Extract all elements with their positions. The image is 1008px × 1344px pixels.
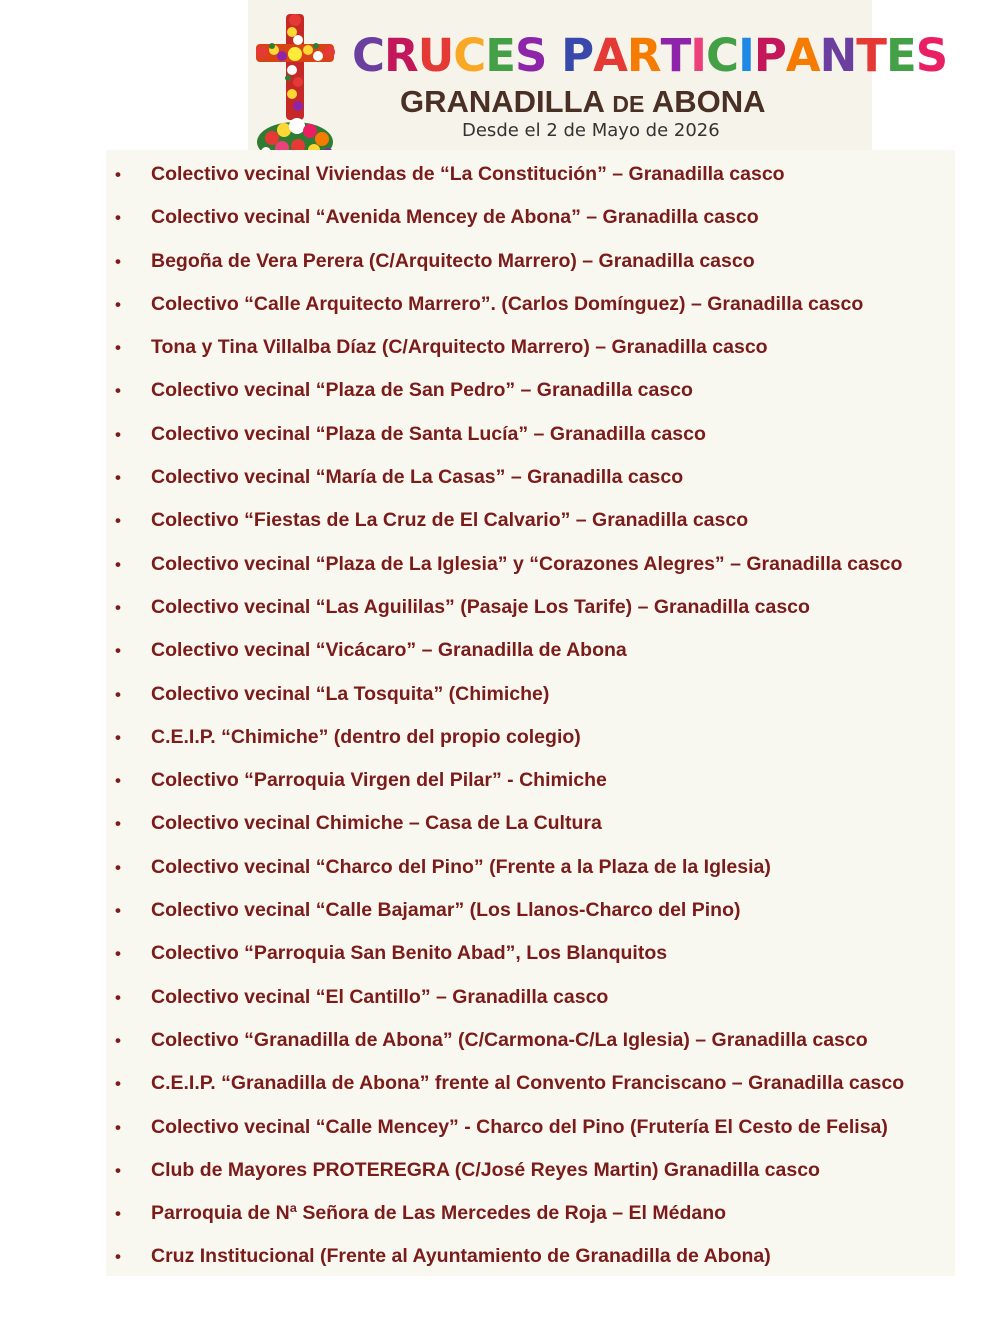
- list-item: [106, 976, 996, 1019]
- list-item-text: Colectivo vecinal “María de La Casas” – Granadilla casco: [151, 466, 684, 489]
- bullet-icon: •: [115, 857, 121, 877]
- title-letter: R: [626, 29, 661, 82]
- bullet-icon: •: [115, 944, 121, 964]
- bullet-icon: •: [115, 987, 121, 1007]
- list-item-text: Colectivo vecinal “La Tosquita” (Chimiche): [151, 682, 550, 705]
- bullet-icon: •: [115, 684, 121, 704]
- title-letter: C: [453, 29, 486, 82]
- list-item: [106, 240, 996, 283]
- bullet-icon: •: [115, 641, 121, 661]
- title-letter: C: [352, 29, 385, 82]
- bullet-icon: •: [115, 597, 121, 617]
- list-item-text: Colectivo vecinal “Calle Bajamar” (Los Llanos-Charco del Pino): [151, 899, 741, 922]
- bullet-icon: •: [115, 727, 121, 747]
- list-item: [106, 456, 996, 499]
- bullet-icon: •: [115, 381, 121, 401]
- bullet-icon: •: [115, 1030, 121, 1050]
- list-item-text: Colectivo vecinal “Las Aguililas” (Pasaje Los Tarife) – Granadilla casco: [151, 595, 810, 618]
- list-item: [106, 846, 996, 889]
- subtitle-end: ABONA: [651, 84, 766, 119]
- title-letter: I: [738, 29, 754, 82]
- list-item: [106, 499, 996, 542]
- list-item: [106, 413, 996, 456]
- participants-list: [106, 153, 996, 1279]
- title-letter: [546, 26, 561, 86]
- list-item-text: Colectivo “Parroquia San Benito Abad”, Los Blanquitos: [151, 942, 668, 965]
- bullet-icon: •: [115, 424, 121, 444]
- list-item: [106, 673, 996, 716]
- list-item-text: Colectivo vecinal “Calle Mencey” - Charco del Pino (Frutería El Cesto de Felisa): [151, 1115, 888, 1138]
- bullet-icon: •: [115, 1074, 121, 1094]
- title-letter: E: [886, 29, 916, 82]
- bullet-icon: •: [115, 1204, 121, 1224]
- list-item: [106, 759, 996, 802]
- list-item-text: Colectivo vecinal “El Cantillo” – Granadilla casco: [151, 985, 609, 1008]
- list-item: [106, 1149, 996, 1192]
- bullet-icon: •: [115, 511, 121, 531]
- list-item: [106, 889, 996, 932]
- bullet-icon: •: [115, 165, 121, 184]
- list-item-text: Colectivo vecinal “Avenida Mencey de Abona” – Granadilla casco: [151, 206, 759, 229]
- list-item-text: Parroquia de Nª Señora de Las Mercedes de Roja – El Médano: [151, 1202, 727, 1225]
- list-item-text: Club de Mayores PROTEREGRA (C/José Reyes Martin) Granadilla casco: [151, 1158, 820, 1181]
- list-item-text: Colectivo “Calle Arquitecto Marrero”. (Carlos Domínguez) – Granadilla casco: [151, 292, 864, 315]
- list-item-text: Colectivo “Parroquia Virgen del Pilar” - Chimiche: [151, 769, 607, 792]
- bullet-icon: •: [115, 468, 121, 488]
- title-letter: T: [856, 29, 886, 82]
- bullet-icon: •: [115, 251, 121, 271]
- title-letter: C: [706, 29, 739, 82]
- list-item: [106, 283, 996, 326]
- bullet-icon: •: [115, 901, 121, 921]
- list-item: [106, 1106, 996, 1149]
- list-item: [106, 369, 996, 412]
- title-letter: S: [915, 29, 948, 82]
- flower-cross-icon: [252, 10, 338, 166]
- list-item: [106, 586, 996, 629]
- list-item-text: C.E.I.P. “Granadilla de Abona” frente al Convento Franciscano – Granadilla casco: [151, 1072, 905, 1095]
- bullet-icon: •: [115, 208, 121, 228]
- title-letter: S: [515, 29, 547, 82]
- title-letter: I: [690, 29, 707, 82]
- list-item-text: Cruz Institucional (Frente al Ayuntamiento de Granadilla de Abona): [151, 1245, 771, 1268]
- list-item-text: Colectivo vecinal Chimiche – Casa de La Cultura: [151, 812, 602, 835]
- bullet-icon: •: [115, 814, 121, 834]
- list-item-text: Begoña de Vera Perera (C/Arquitecto Marrero) – Granadilla casco: [151, 249, 755, 272]
- list-item: [106, 153, 996, 196]
- list-item: [106, 1062, 996, 1105]
- subtitle-main: GRANADILLA: [400, 84, 604, 119]
- title-letter: R: [384, 29, 418, 82]
- title-letter: N: [819, 29, 857, 82]
- title-letter: A: [785, 29, 820, 82]
- title-letter: U: [417, 29, 454, 82]
- list-item-text: Colectivo vecinal Viviendas de “La Constitución” – Granadilla casco: [151, 163, 785, 185]
- subtitle-small: DE: [612, 91, 645, 117]
- page-title: [352, 26, 948, 86]
- title-letter: T: [660, 29, 691, 82]
- list-item: [106, 716, 996, 759]
- list-item: [106, 326, 996, 369]
- bullet-icon: •: [115, 1160, 121, 1180]
- list-item: [106, 543, 996, 586]
- list-item: [106, 1192, 996, 1235]
- list-item: [106, 802, 996, 845]
- bullet-icon: •: [115, 338, 121, 358]
- bullet-icon: •: [115, 1117, 121, 1137]
- title-letter: E: [485, 29, 516, 82]
- list-item-text: Colectivo vecinal “Plaza de San Pedro” – Granadilla casco: [151, 379, 693, 402]
- title-letter: P: [753, 29, 786, 82]
- list-item-text: C.E.I.P. “Chimiche” (dentro del propio colegio): [151, 725, 581, 748]
- list-item: [106, 629, 996, 672]
- list-item-text: Tona y Tina Villalba Díaz (C/Arquitecto Marrero) – Granadilla casco: [151, 336, 768, 359]
- bullet-icon: •: [115, 1247, 121, 1267]
- date-line: Desde el 2 de Mayo de 2026: [462, 120, 720, 141]
- list-item-text: Colectivo vecinal “Plaza de La Iglesia” y “Corazones Alegres” – Granadilla casco: [151, 552, 903, 575]
- list-item-text: Colectivo vecinal “Plaza de Santa Lucía” – Granadilla casco: [151, 422, 706, 445]
- list-item-text: Colectivo “Fiestas de La Cruz de El Calvario” – Granadilla casco: [151, 509, 749, 532]
- list-item-text: Colectivo “Granadilla de Abona” (C/Carmona-C/La Iglesia) – Granadilla casco: [151, 1028, 868, 1051]
- list-item: [106, 196, 996, 239]
- bullet-icon: •: [115, 294, 121, 314]
- list-item-text: Colectivo vecinal “Vicácaro” – Granadilla de Abona: [151, 639, 627, 662]
- list-item: [106, 932, 996, 975]
- list-item: [106, 1235, 996, 1278]
- title-letter: A: [593, 29, 627, 82]
- bullet-icon: •: [115, 771, 121, 791]
- list-item-text: Colectivo vecinal “Charco del Pino” (Frente a la Plaza de la Iglesia): [151, 855, 771, 878]
- title-letter: P: [561, 29, 594, 82]
- list-item: [106, 1019, 996, 1062]
- bullet-icon: •: [115, 554, 121, 574]
